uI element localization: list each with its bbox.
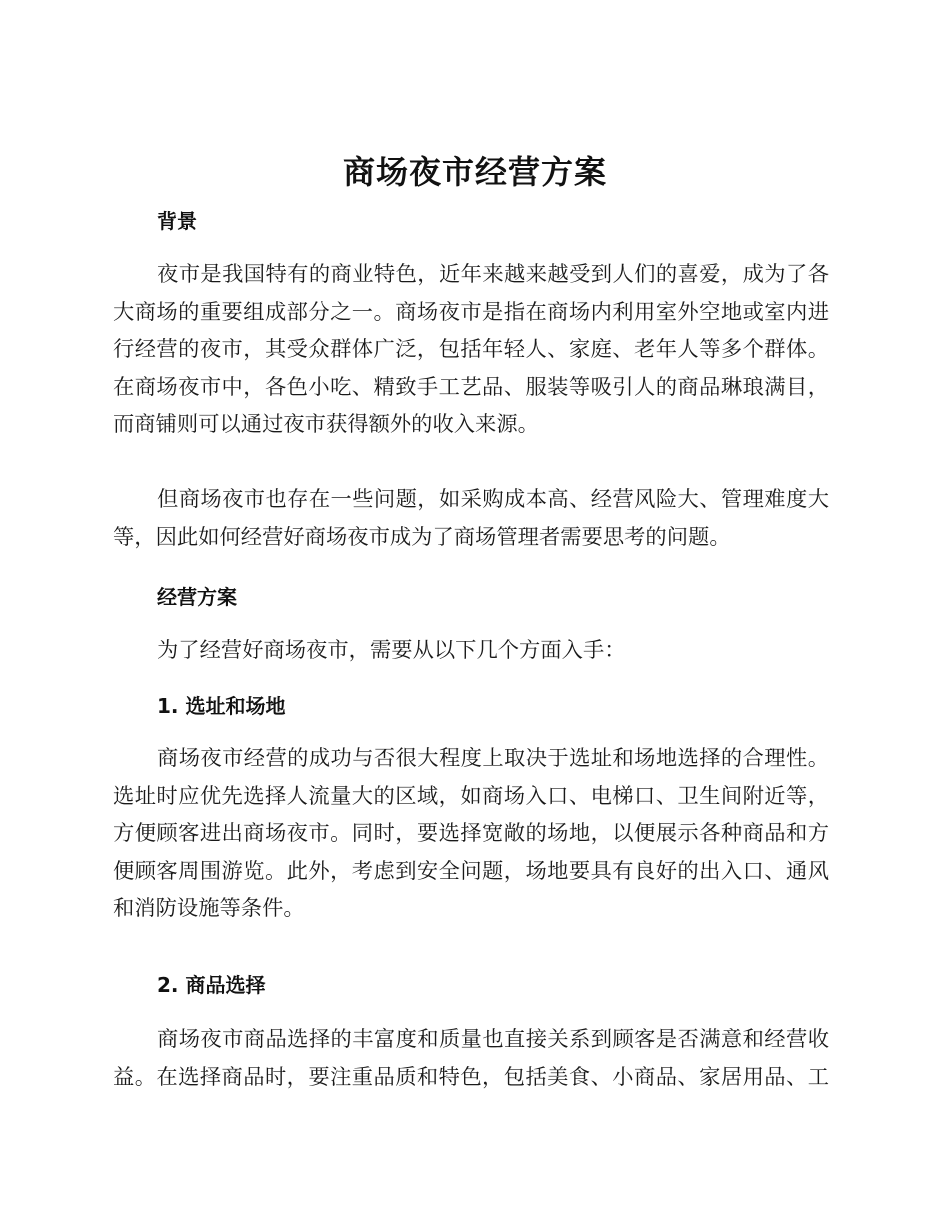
paragraph-site [113, 740, 829, 928]
paragraph-goods [113, 1021, 829, 1096]
text-line: 在商场夜市中，各色小吃、精致手工艺品、服装等吸引人的商品琳琅满目， [113, 374, 829, 400]
text-line: 而商铺则可以通过夜市获得额外的收入来源。 [113, 412, 539, 438]
section-heading-site: 1. 选址和场地 [157, 694, 286, 718]
paragraph-background-2 [113, 481, 829, 556]
text-line: 商场夜市经营的成功与否很大程度上取决于选址和场地选择的合理性。 [157, 746, 829, 771]
section-heading-plan: 经营方案 [157, 585, 237, 609]
text-line: 益。在选择商品时，要注重品质和特色，包括美食、小商品、家居用品、工 [113, 1064, 829, 1090]
text-line: 便顾客周围游览。此外，考虑到安全问题，场地要具有良好的出入口、通风 [113, 858, 829, 884]
text-line: 行经营的夜市，其受众群体广泛，包括年轻人、家庭、老年人等多个群体。 [113, 337, 829, 363]
text-line: 夜市是我国特有的商业特色，近年来越来越受到人们的喜爱，成为了各 [157, 262, 829, 287]
text-line: 选址时应优先选择人流量大的区域，如商场入口、电梯口、卫生间附近等， [113, 783, 829, 809]
text-line: 但商场夜市也存在一些问题，如采购成本高、经营风险大、管理难度大 [157, 487, 829, 512]
text-line: 商场夜市商品选择的丰富度和质量也直接关系到顾客是否满意和经营收 [157, 1027, 829, 1052]
text-line: 大商场的重要组成部分之一。商场夜市是指在商场内利用室外空地或室内进 [113, 299, 829, 325]
text-line: 方便顾客进出商场夜市。同时，要选择宽敞的场地，以便展示各种商品和方 [113, 821, 829, 847]
paragraph-plan-intro [113, 632, 829, 670]
document-title: 商场夜市经营方案 [342, 153, 607, 191]
paragraph-background-1 [113, 256, 829, 444]
text-line: 等，因此如何经营好商场夜市成为了商场管理者需要思考的问题。 [113, 524, 731, 550]
text-line: 为了经营好商场夜市，需要从以下几个方面入手： [157, 638, 626, 663]
text-line: 和消防设施等条件。 [113, 896, 305, 922]
section-heading-background: 背景 [157, 209, 197, 233]
section-heading-goods: 2. 商品选择 [157, 973, 266, 997]
